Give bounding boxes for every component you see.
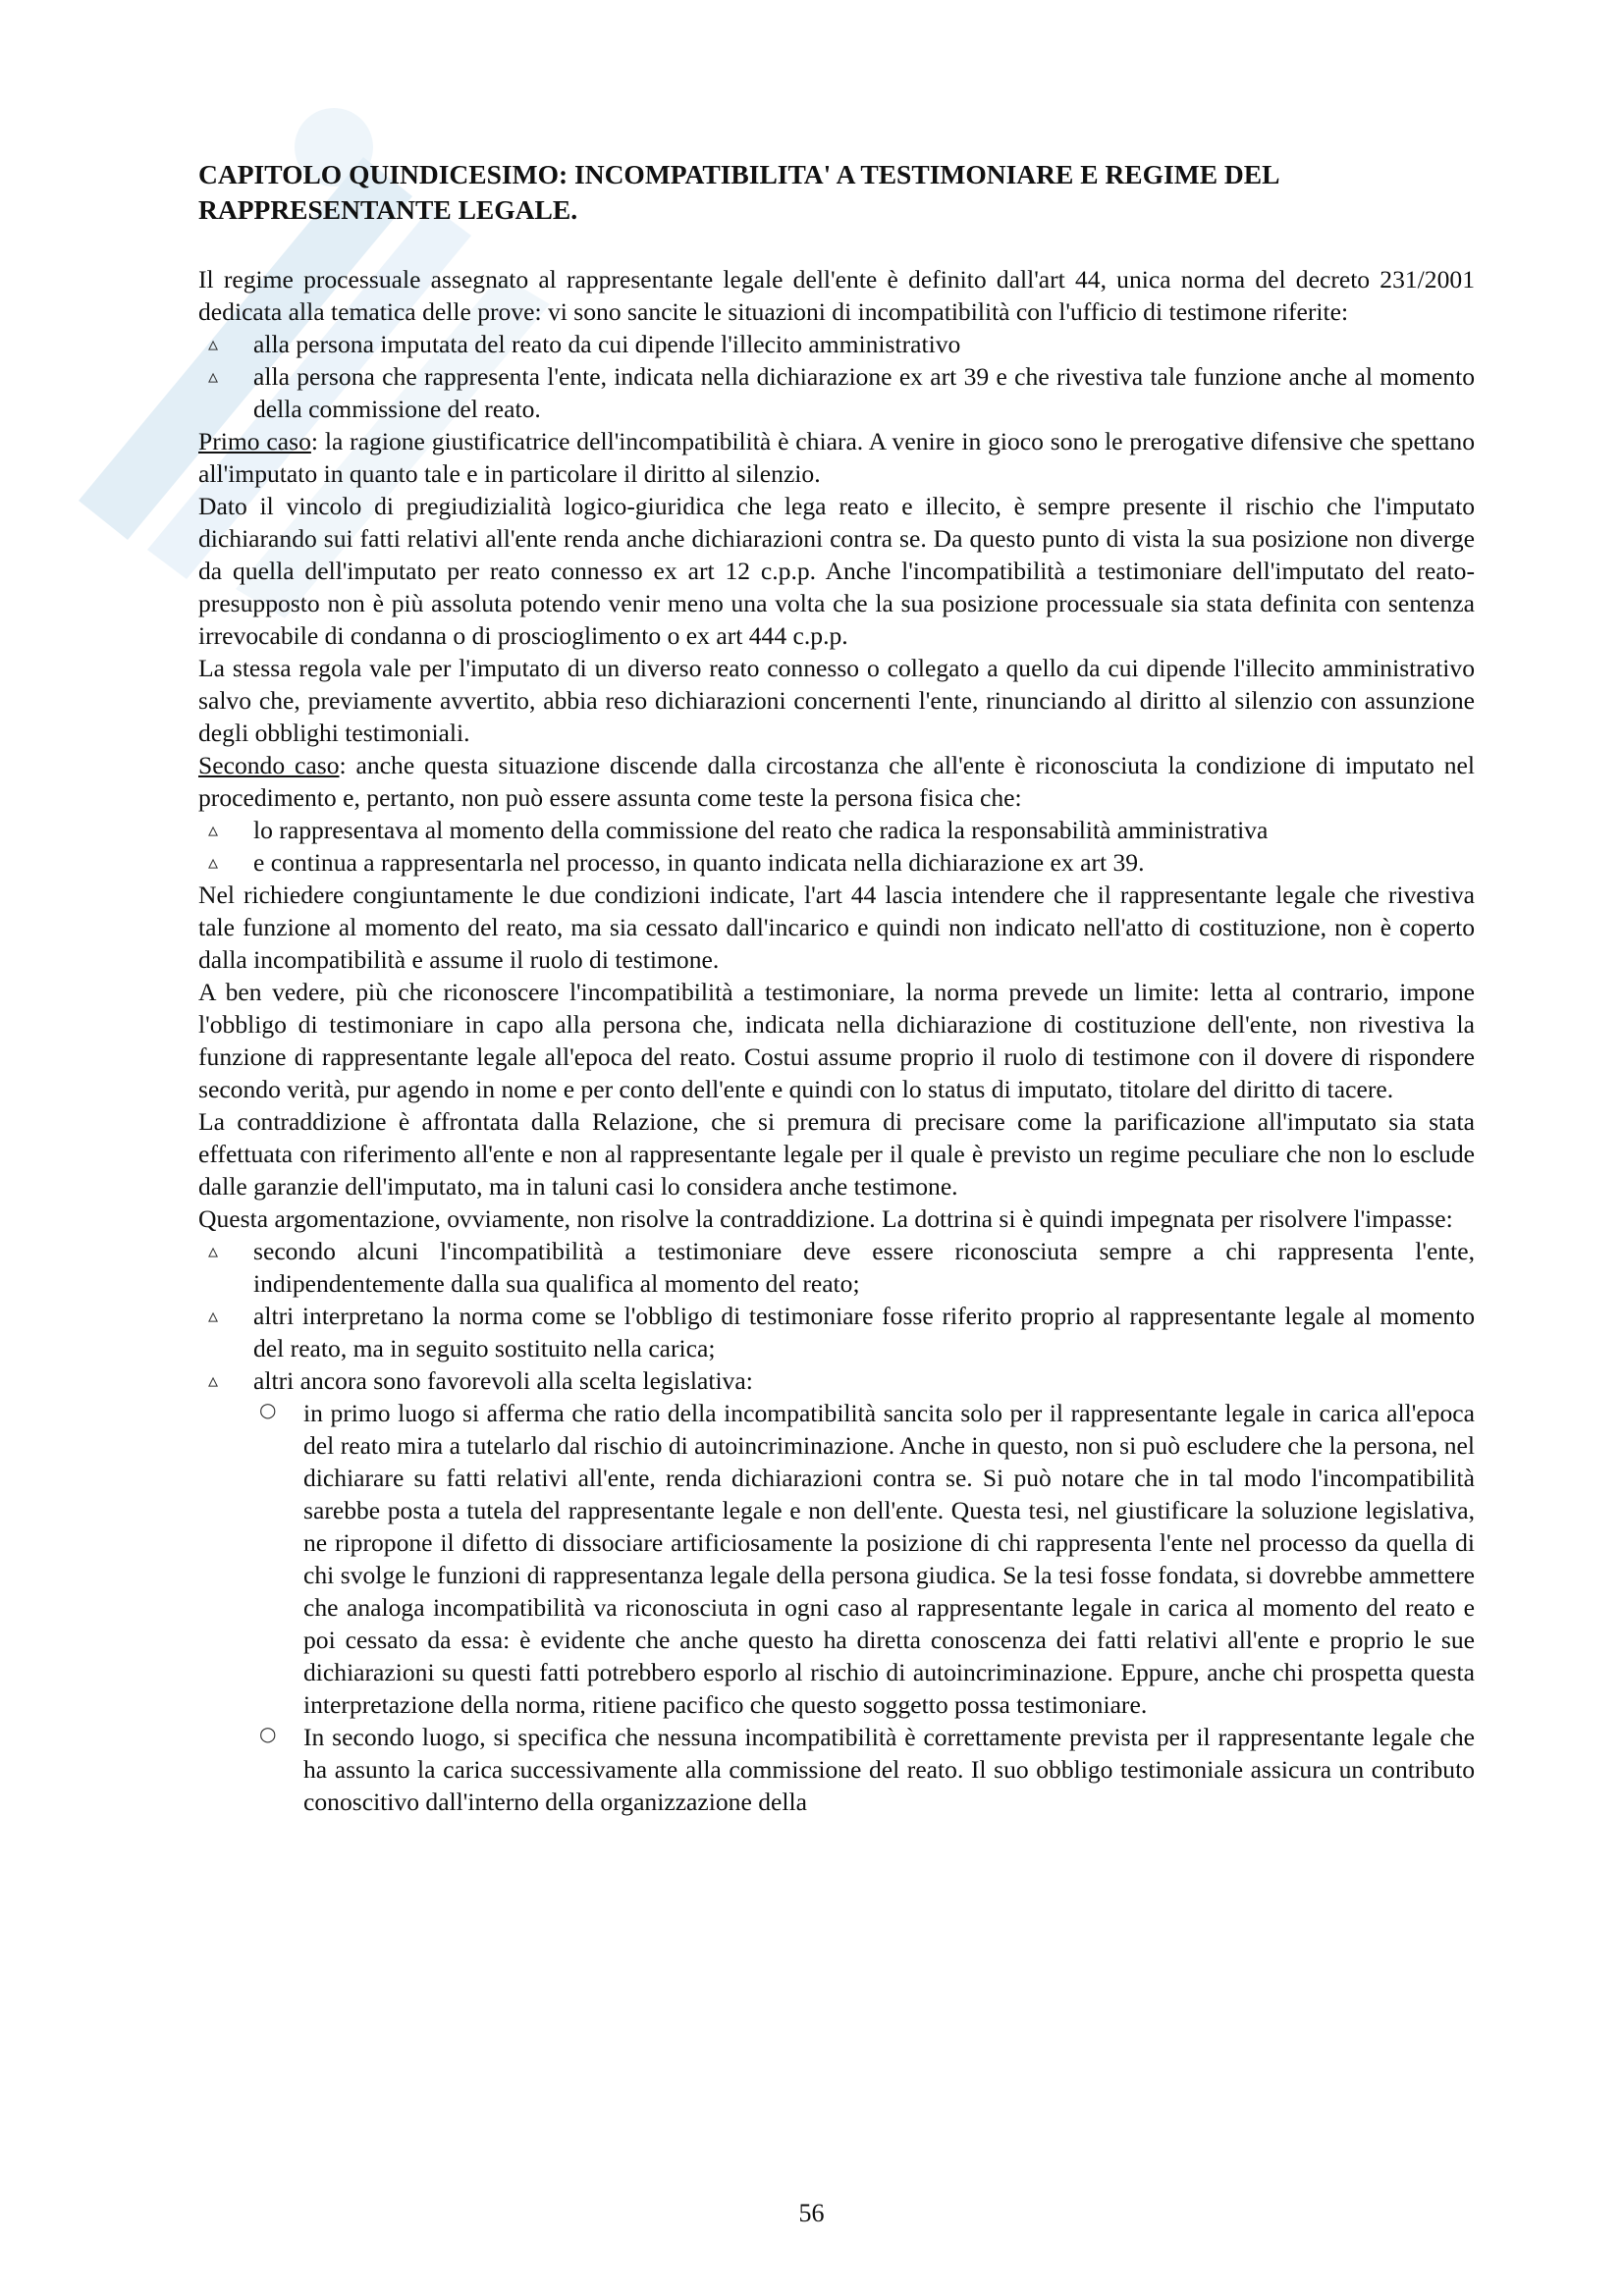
list-item: ▵ altri ancora sono favorevoli alla scelta legislativa: ○ in primo luogo si afferma che ratio della incompatibilità sancita solo per il rappresentante legale in carica all'epoca del reato mira a tutelarlo dal rischio di autoincriminazione. Anche in questo, non si può escludere che la persona, nel dichiarare su fatti relativi all'ente, renda dichiarazioni contra se. Si può notare che in tal modo l'incompatibilità sarebbe posta a tutela del rappresentante legale e non dell'ente. Questa tesi, nel giustificare la soluzione legislativa, ne ripropone il difetto di dissociare artificiosamente la posizione di chi rappresenta l'ente nel processo da quella di chi svolge le funzioni di rappresentanza legale della persona giudica. Se la tesi fosse fondata, si dovrebbe ammettere che analoga incompatibilità va riconosciuta in ogni caso al rappresentante legale in carica al momento del reato e poi cessato da essa: è evidente che anche questo ha diretta conoscenza dei fatti relativi all'ente e proprio le sue dichiarazioni su questi fatti potrebbero esporlo al rischio di autoincriminazione. Eppure, anche chi prospetta questa interpretazione della norma, ritiene pacifico che questo soggetto possa testimoniare. ○ In secondo luogo, si specifica che nessuna incompatibilità è correttamente prevista per il rappresentante legale che ha assunto la carica successivamente alla commissione del reato. Il suo obbligo testimoniale assicura un contributo conoscitivo dall'interno della organizzazione della [208,1366,1475,1816]
sub-list-item: ○ In secondo luogo, si specifica che nessuna incompatibilità è correttamente prevista per il rappresentante legale che ha assunto la carica successivamente alla commissione del reato. Il suo obbligo testimoniale assicura un contributo conoscitivo dall'interno della organizzazione della [253,1721,1475,1818]
list-item: ▵ alla persona che rappresenta l'ente, indicata nella dichiarazione ex art 39 e che rivestiva tale funzione anche al momento della commissione del reato. [208,362,1475,423]
sub-list-item: ○ in primo luogo si afferma che ratio della incompatibilità sancita solo per il rappresentante legale in carica all'epoca del reato mira a tutelarlo dal rischio di autoincriminazione. Anche in questo, non si può escludere che la persona, nel dichiarare su fatti relativi all'ente, renda dichiarazioni contra se. Si può notare che in tal modo l'incompatibilità sarebbe posta a tutela del rappresentante legale e non dell'ente. Questa tesi, nel giustificare la soluzione legislativa, ne ripropone il difetto di dissociare artificiosamente la posizione di chi rappresenta l'ente nel processo da quella di chi svolge le funzioni di rappresentanza legale della persona giudica. Se la tesi fosse fondata, si dovrebbe ammettere che analoga incompatibilità va riconosciuta in ogni caso al rappresentante legale in carica al momento del reato e poi cessato da essa: è evidente che anche questo ha diretta conoscenza dei fatti relativi all'ente e proprio le sue dichiarazioni su questi fatti potrebbero esporlo al rischio di autoincriminazione. Eppure, anche chi prospetta questa interpretazione della norma, ritiene pacifico che questo soggetto possa testimoniare. [253,1397,1475,1721]
chapter-title: CAPITOLO QUINDICESIMO: INCOMPATIBILITA' A TESTIMONIARE E REGIME DEL RAPPRESENTANTE LEGALE. [198,159,1278,225]
intro-list [198,328,1475,425]
list-item: ▵ e continua a rappresentarla nel processo, in quanto indicata nella dichiarazione ex art 39. [208,848,1145,877]
list-item: ▵ alla persona imputata del reato da cui dipende l'illecito amministrativo [208,330,961,358]
paragraph: La contraddizione è affrontata dalla Relazione, che si premura di precisare come la parificazione all'imputato sia stata effettuata con riferimento all'ente e non al rappresentante legale per il quale è previsto un regime peculiare che non lo esclude dalle garanzie dell'imputato, ma in taluni casi lo considera anche testimone. [198,1107,1475,1201]
paragraph: Questa argomentazione, ovviamente, non risolve la contraddizione. La dottrina si è quindi impegnata per risolvere l'impasse: [198,1204,1453,1233]
triangle-bullet-icon: ▵ [208,364,219,388]
paragraph: La stessa regola vale per l'imputato di un diverso reato connesso o collegato a quello da cui dipende l'illecito amministrativo salvo che, previamente avvertito, abbia reso dichiarazioni concernenti l'ente, rinunciando al diritto al silenzio con assunzione degli obblighi testimoniali. [198,654,1475,747]
case2-list [198,814,1475,879]
paragraph: A ben vedere, più che riconoscere l'incompatibilità a testimoniare, la norma prevede un limite: letta al contrario, impone l'obbligo di testimoniare in capo alla persona che, indicata nella dichiarazione di costituzione dell'ente, non rivestiva la funzione di rappresentante legale all'epoca del reato. Costui assume proprio il ruolo di testimone con il dovere di rispondere secondo verità, pur agendo in nome e per conto dell'ente e quindi con lo status di imputato, titolare del diritto di tacere. [198,978,1475,1103]
case2-label: Secondo caso [198,751,340,779]
triangle-bullet-icon: ▵ [208,332,219,355]
circle-bullet-icon: ○ [259,1722,277,1745]
list-item: ▵ altri interpretano la norma come se l'obbligo di testimoniare fosse riferito proprio al rappresentante legale al momento del reato, ma in seguito sostituito nella carica; [208,1302,1475,1362]
list-item: ▵ lo rappresentava al momento della commissione del reato che radica la responsabilità amministrativa [208,816,1269,844]
triangle-bullet-icon: ▵ [208,1368,219,1392]
dottrina-list [198,1235,1475,1818]
triangle-bullet-icon: ▵ [208,1239,219,1262]
paragraph: Nel richiedere congiuntamente le due condizioni indicate, l'art 44 lascia intendere che il rappresentante legale che rivestiva tale funzione al momento del reato, ma sia cessato dall'incarico e quindi non indicato nell'atto di costituzione, non è coperto dalla incompatibilità e assume il ruolo di testimone. [198,881,1475,974]
case1-label: Primo caso [198,427,311,455]
intro-paragraph: Il regime processuale assegnato al rappresentante legale dell'ente è definito dall'art 44, unica norma del decreto 231/2001 dedicata alla tematica delle prove: vi sono sancite le situazioni di incompatibilità con l'ufficio di testimone riferite: [198,265,1475,326]
sub-list [253,1397,1475,1818]
triangle-bullet-icon: ▵ [208,1304,219,1327]
list-item: ▵ secondo alcuni l'incompatibilità a testimoniare deve essere riconosciuta sempre a chi rappresenta l'ente, indipendentemente dalla sua qualifica al momento del reato; [208,1237,1475,1298]
case1-paragraph: Primo caso: la ragione giustificatrice dell'incompatibilità è chiara. A venire in gioco sono le prerogative difensive che spettano all'imputato in quanto tale e in particolare il diritto al silenzio. [198,427,1476,488]
case2-paragraph: Secondo caso: anche questa situazione discende dalla circostanza che all'ente è riconosciuta la condizione di imputato nel procedimento e, pertanto, non può essere assunta come teste la persona fisica che: [198,751,1475,812]
page-number: 56 [798,2199,825,2227]
circle-bullet-icon: ○ [259,1398,277,1421]
paragraph: Dato il vincolo di pregiudizialità logico-giuridica che lega reato e illecito, è sempre presente il rischio che l'imputato dichiarando sui fatti relativi all'ente renda anche dichiarazioni contra se. Da questo punto di vista la sua posizione non diverge da quella dell'imputato per reato connesso ex art 12 c.p.p. Anche l'incompatibilità a testimoniare dell'imputato del reato-presupposto non è più assoluta potendo venir meno una volta che la sua posizione processuale sia stata definita con sentenza irrevocabile di condanna o di proscioglimento o ex art 444 c.p.p. [198,492,1475,650]
triangle-bullet-icon: ▵ [208,818,219,841]
document-page [198,157,1475,1818]
triangle-bullet-icon: ▵ [208,850,219,874]
